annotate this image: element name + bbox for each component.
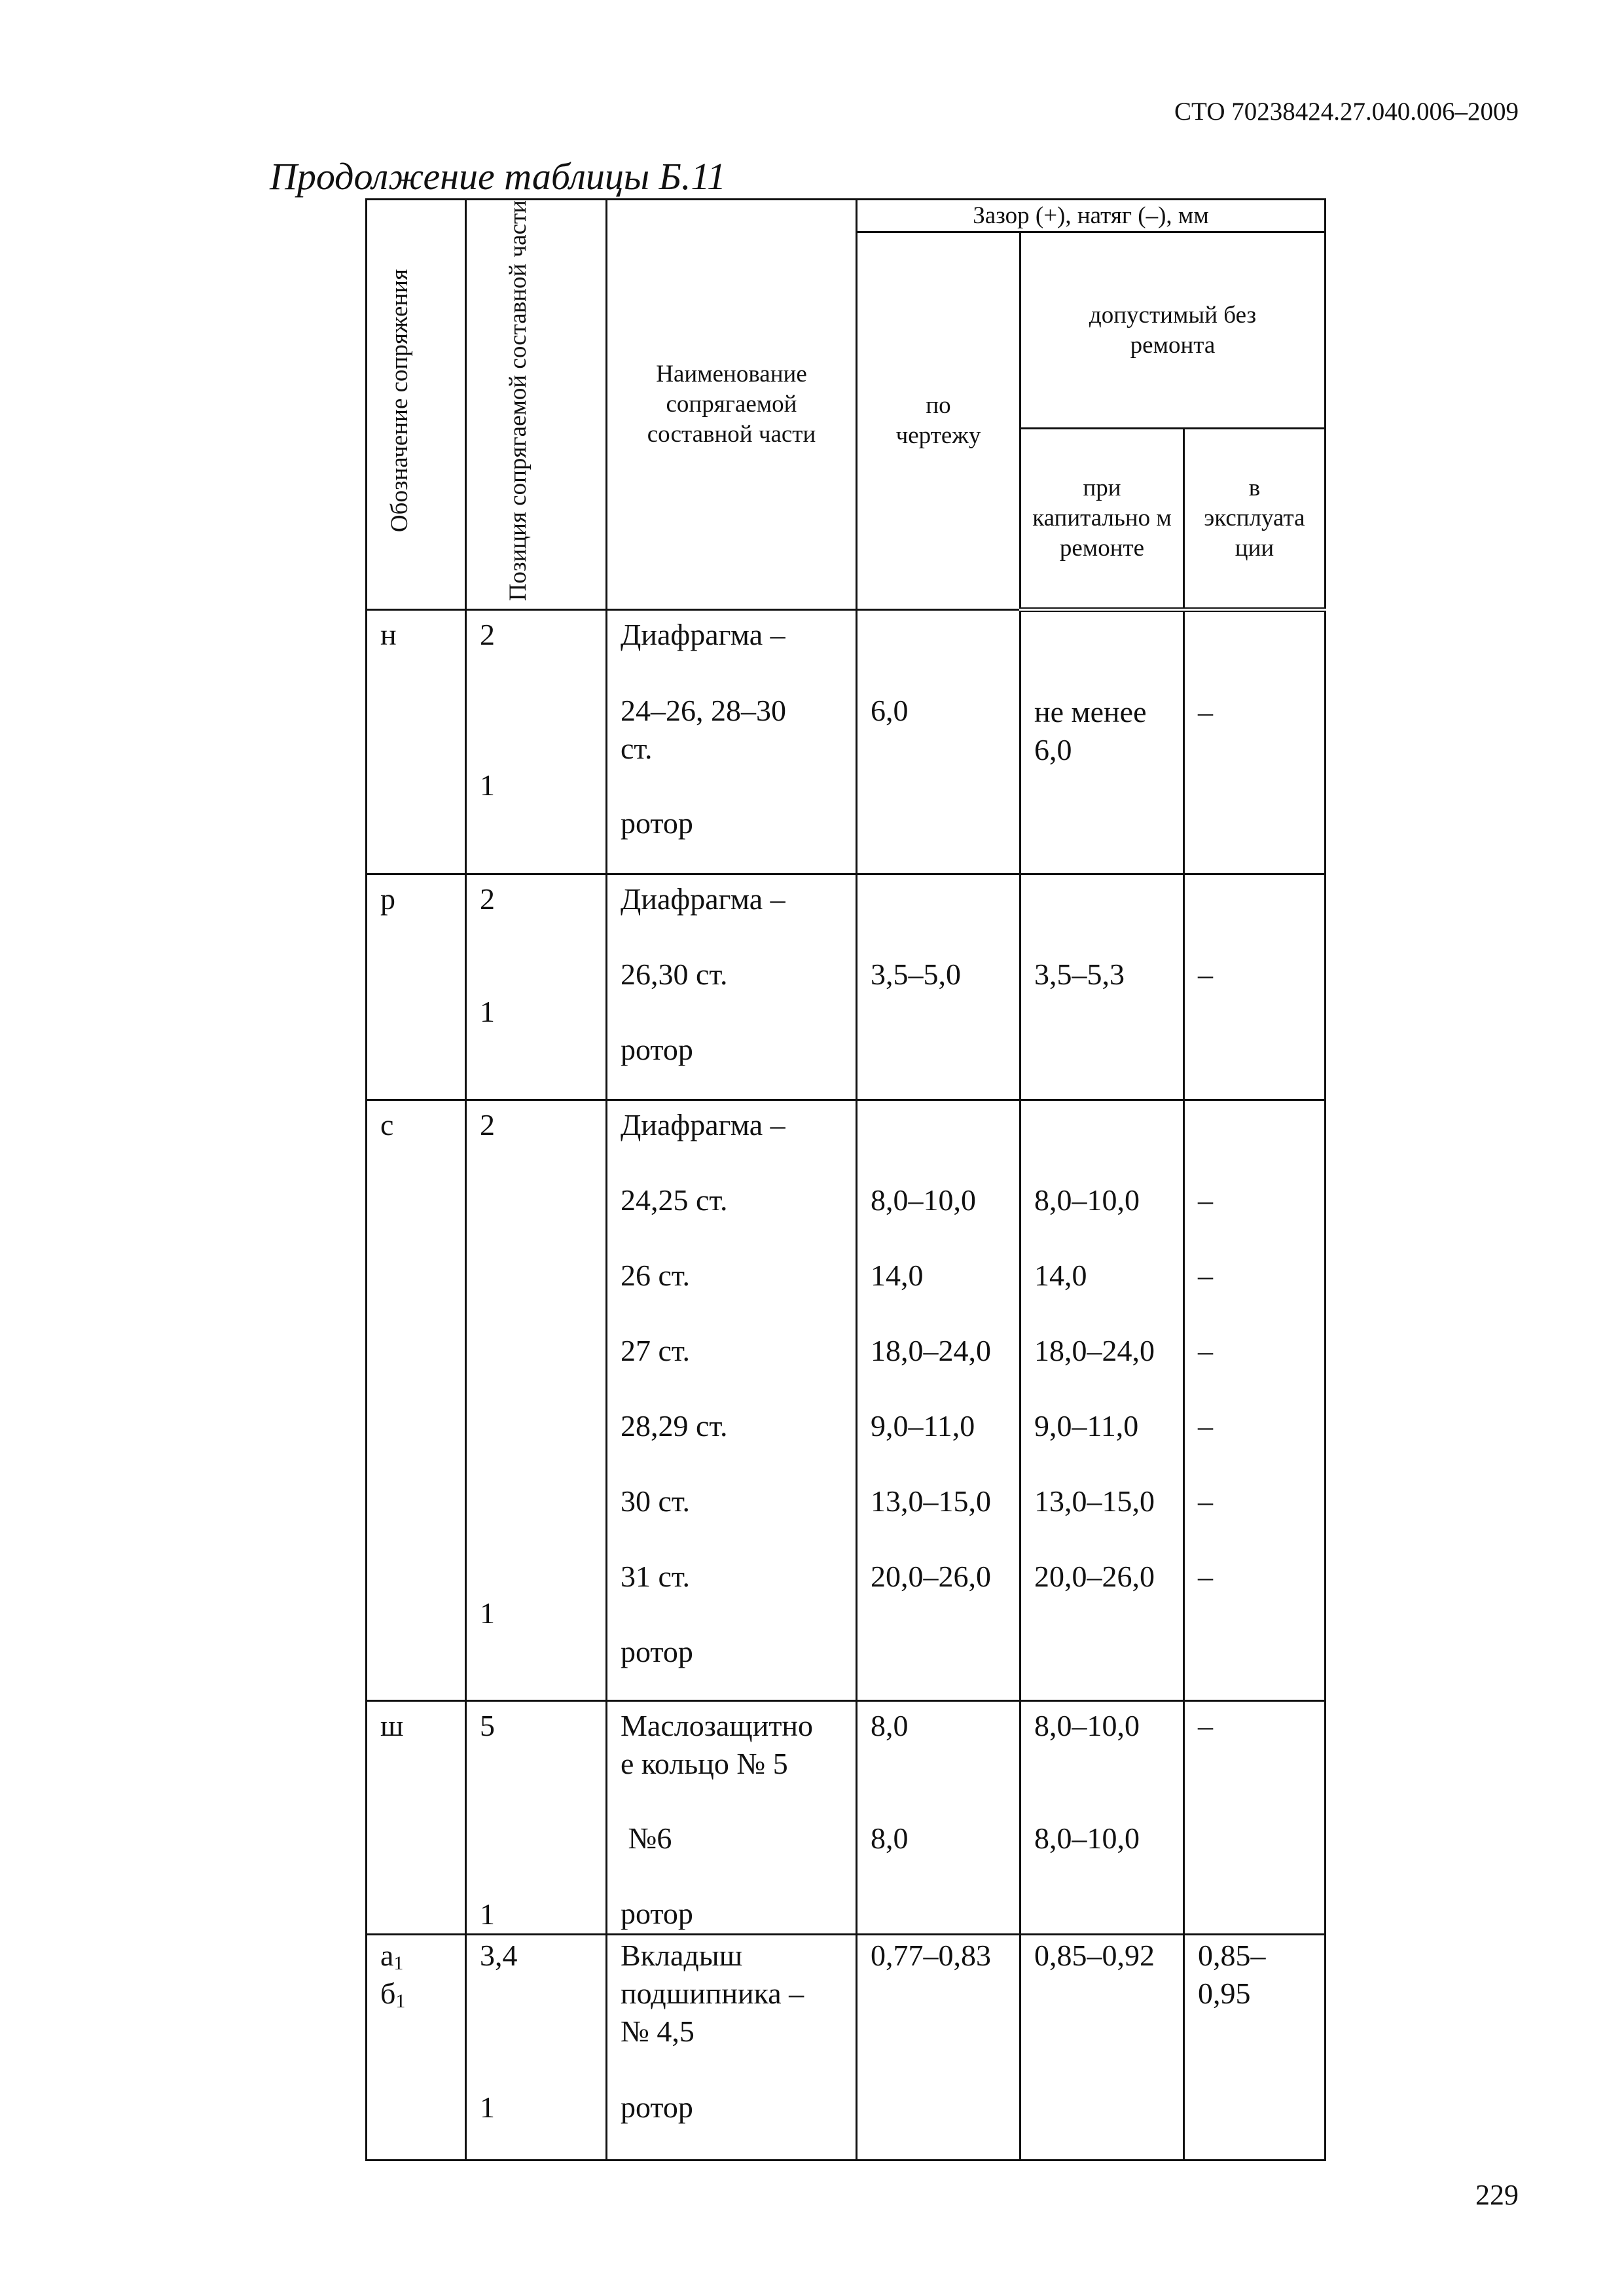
cell-operation: – – – – – – bbox=[1184, 1100, 1326, 1701]
header-position: Позиция сопрягаемой составной части bbox=[466, 200, 607, 610]
cell-drawing: 3,5–5,0 bbox=[857, 874, 1020, 1100]
cell-name: Вкладыш подшипника – № 4,5 ротор bbox=[607, 1935, 857, 2161]
cell-position: 5 1 bbox=[466, 1701, 607, 1935]
cell-drawing: 6,0 bbox=[857, 610, 1020, 874]
cell-repair: 8,0–10,0 14,0 18,0–24,0 9,0–11,0 13,0–15,0 20,0–26,0 bbox=[1020, 1100, 1184, 1701]
header-designation: Обозначение сопряжения bbox=[367, 200, 466, 610]
header-drawing: по чертежу bbox=[857, 232, 1020, 610]
page-number: 229 bbox=[1475, 2179, 1519, 2211]
cell-name: Диафрагма – 24,25 ст. 26 ст. 27 ст. 28,29 ст. 30 ст. 31 ст. ротор bbox=[607, 1100, 857, 1701]
cell-designation: с bbox=[367, 1100, 466, 1701]
cell-name: Диафрагма – 26,30 ст. ротор bbox=[607, 874, 857, 1100]
cell-designation: р bbox=[367, 874, 466, 1100]
cell-drawing: 8,0–10,0 14,0 18,0–24,0 9,0–11,0 13,0–15,0 20,0–26,0 bbox=[857, 1100, 1020, 1701]
cell-position: 2 1 bbox=[466, 610, 607, 874]
cell-name: Диафрагма – 24–26, 28–30 ст. ротор bbox=[607, 610, 857, 874]
cell-position: 3,4 1 bbox=[466, 1935, 607, 2161]
cell-repair: 0,85–0,92 bbox=[1020, 1935, 1184, 2161]
table-row bbox=[367, 1935, 1326, 2161]
cell-position: 2 1 bbox=[466, 1100, 607, 1701]
header-major-repair: при капитально м ремонте bbox=[1020, 429, 1184, 610]
table-caption: Продолжение таблицы Б.11 bbox=[270, 155, 727, 198]
header-name: Наименование сопрягаемой составной части bbox=[607, 200, 857, 610]
cell-position: 2 1 bbox=[466, 874, 607, 1100]
header-clearance-group: Зазор (+), натяг (–), мм bbox=[857, 200, 1326, 232]
cell-designation: ш bbox=[367, 1701, 466, 1935]
table-row bbox=[367, 610, 1326, 874]
cell-operation: – bbox=[1184, 1701, 1326, 1935]
table-row bbox=[367, 1701, 1326, 1935]
clearance-table bbox=[365, 198, 1326, 2161]
cell-repair: 8,0–10,0 8,0–10,0 bbox=[1020, 1701, 1184, 1935]
cell-operation: 0,85– 0,95 bbox=[1184, 1935, 1326, 2161]
cell-drawing: 8,0 8,0 bbox=[857, 1701, 1020, 1935]
header-allowed: допустимый без ремонта bbox=[1020, 232, 1326, 429]
table-row bbox=[367, 874, 1326, 1100]
cell-repair: не менее 6,0 bbox=[1020, 610, 1184, 874]
document-code: СТО 70238424.27.040.006–2009 bbox=[1174, 98, 1519, 126]
table-row bbox=[367, 1100, 1326, 1701]
cell-designation: $а_1$ $б_1$ bbox=[367, 1935, 466, 2161]
cell-repair: 3,5–5,3 bbox=[1020, 874, 1184, 1100]
cell-operation: – bbox=[1184, 874, 1326, 1100]
cell-name: Маслозащитно е кольцо № 5 №6 ротор bbox=[607, 1701, 857, 1935]
header-operation: в эксплуата ции bbox=[1184, 429, 1326, 610]
cell-designation: н bbox=[367, 610, 466, 874]
cell-operation: – bbox=[1184, 610, 1326, 874]
cell-drawing: 0,77–0,83 bbox=[857, 1935, 1020, 2161]
